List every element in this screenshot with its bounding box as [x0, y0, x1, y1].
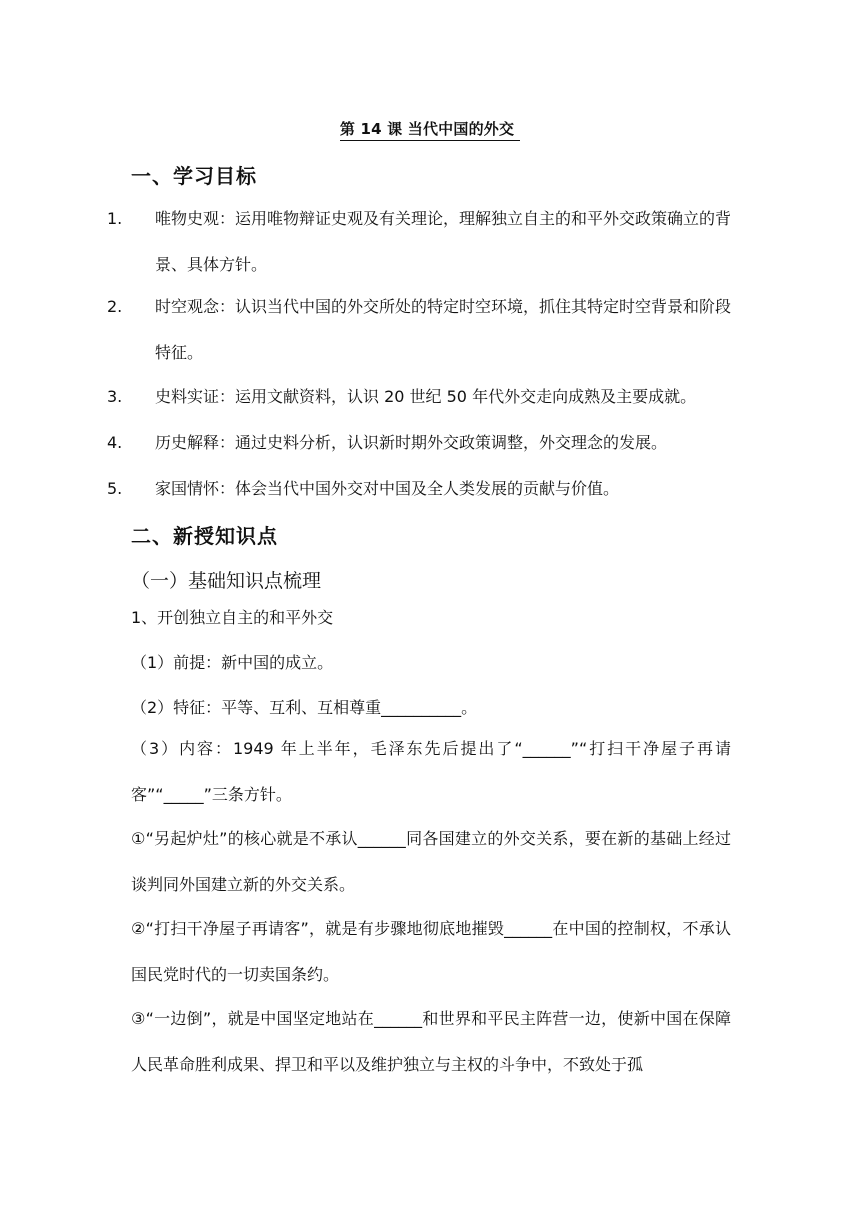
- goal-item-5: 5. 家国情怀：体会当代中国外交对中国及全人类发展的贡献与价值。: [107, 479, 620, 498]
- point-content: （3）内容：1949 年上半年，毛泽东先后提出了“______”“打扫干净屋子再请客”“_____”三条方针。: [131, 739, 731, 804]
- section-heading-new-knowledge: 二、新授知识点: [131, 524, 278, 548]
- goal-item-2: 2. 时空观念：认识当代中国的外交所处的特定时空环境，抓住其特定时空背景和阶段特征。: [107, 297, 732, 362]
- goal-item-1: 1. 唯物史观：运用唯物辩证史观及有关理论，理解独立自主的和平外交政策确立的背景、具体方针。: [107, 209, 732, 274]
- policy-explanation-3: ③“一边倒”，就是中国坚定地站在______和世界和平民主阵营一边，使新中国在保障人民革命胜利成果、捍卫和平以及维护独立与主权的斗争中，不致处于孤: [131, 1009, 731, 1074]
- policy-explanation-1: ①“另起炉灶”的核心就是不承认______同各国建立的外交关系，要在新的基础上经过谈判同外国建立新的外交关系。: [131, 829, 731, 894]
- item-heading: 1、开创独立自主的和平外交: [131, 608, 334, 627]
- policy-explanation-2: ②“打扫干净屋子再请客”，就是有步骤地彻底地摧毁______在中国的控制权，不承认国民党时代的一切卖国条约。: [131, 919, 731, 984]
- point-feature: （2）特征：平等、互利、互相尊重__________。: [131, 698, 478, 717]
- lesson-title: 第 14 课 当代中国的外交: [0, 118, 860, 139]
- point-premise: （1）前提：新中国的成立。: [131, 653, 334, 672]
- goal-item-4: 4. 历史解释：通过史料分析，认识新时期外交政策调整，外交理念的发展。: [107, 433, 668, 452]
- goal-item-3: 3. 史料实证：运用文献资料，认识 20 世纪 50 年代外交走向成熟及主要成就。: [107, 387, 697, 406]
- subsection-heading: （一）基础知识点梳理: [131, 570, 322, 592]
- section-heading-goals: 一、学习目标: [131, 164, 257, 188]
